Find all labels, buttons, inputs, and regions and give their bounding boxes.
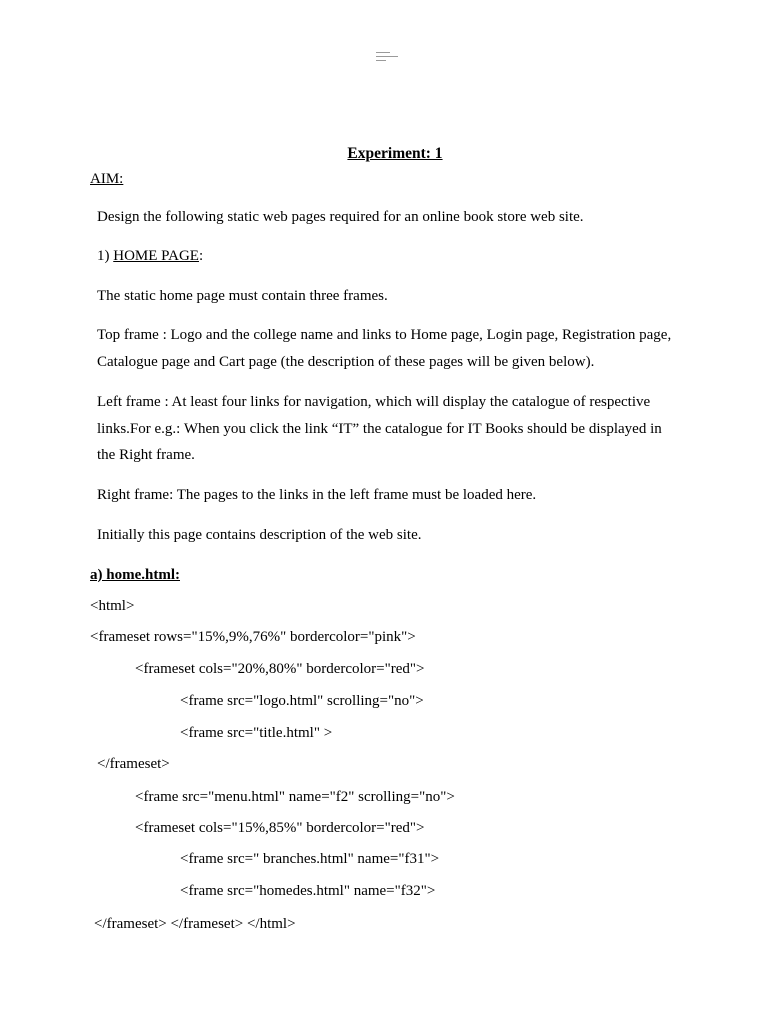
paragraph-left-frame: Left frame : At least four links for navigation, which will display the catalogue of respective links.For e.g.: When you click the link “IT” the catalogue for IT Books should be displayed in the Right frame. — [97, 394, 662, 463]
code-line: </frameset> — [97, 756, 170, 772]
code-heading: a) home.html: — [90, 567, 180, 583]
code-line: <frame src="menu.html" name="f2" scrolling="no"> — [135, 789, 455, 805]
code-line: <frame src="logo.html" scrolling="no"> — [180, 693, 424, 709]
paragraph-top-frame: Top frame : Logo and the college name and links to Home page, Login page, Registration page, Catalogue page and Cart page (the description of these pages will be given below). — [97, 327, 672, 370]
home-page-number: 1) — [97, 248, 114, 264]
paragraph-frames: The static home page must contain three frames. — [97, 288, 388, 304]
paragraph-right-frame: Right frame: The pages to the links in the left frame must be loaded here. — [97, 487, 537, 503]
paragraph-initially: Initially this page contains description of the web site. — [97, 527, 422, 543]
home-page-heading — [97, 247, 203, 265]
code-line: <frameset rows="15%,9%,76%" bordercolor="pink"> — [90, 629, 416, 645]
home-page-label: HOME PAGE — [113, 248, 199, 264]
page-title: Experiment: 1 — [347, 145, 443, 162]
header-logo-image — [376, 52, 398, 66]
code-line: <frameset cols="15%,85%" bordercolor="red"> — [135, 820, 425, 836]
code-line: <frameset cols="20%,80%" bordercolor="red"> — [135, 661, 425, 677]
code-line: <frame src="homedes.html" name="f32"> — [180, 883, 436, 899]
intro-text: Design the following static web pages required for an online book store web site. — [97, 209, 584, 225]
code-line: </frameset> </frameset> </html> — [94, 916, 296, 932]
home-page-suffix: : — [198, 248, 204, 264]
code-line: <html> — [90, 598, 135, 614]
code-line: <frame src="title.html" > — [180, 725, 333, 741]
aim-label: AIM: — [90, 171, 124, 187]
code-line: <frame src=" branches.html" name="f31"> — [180, 851, 440, 867]
